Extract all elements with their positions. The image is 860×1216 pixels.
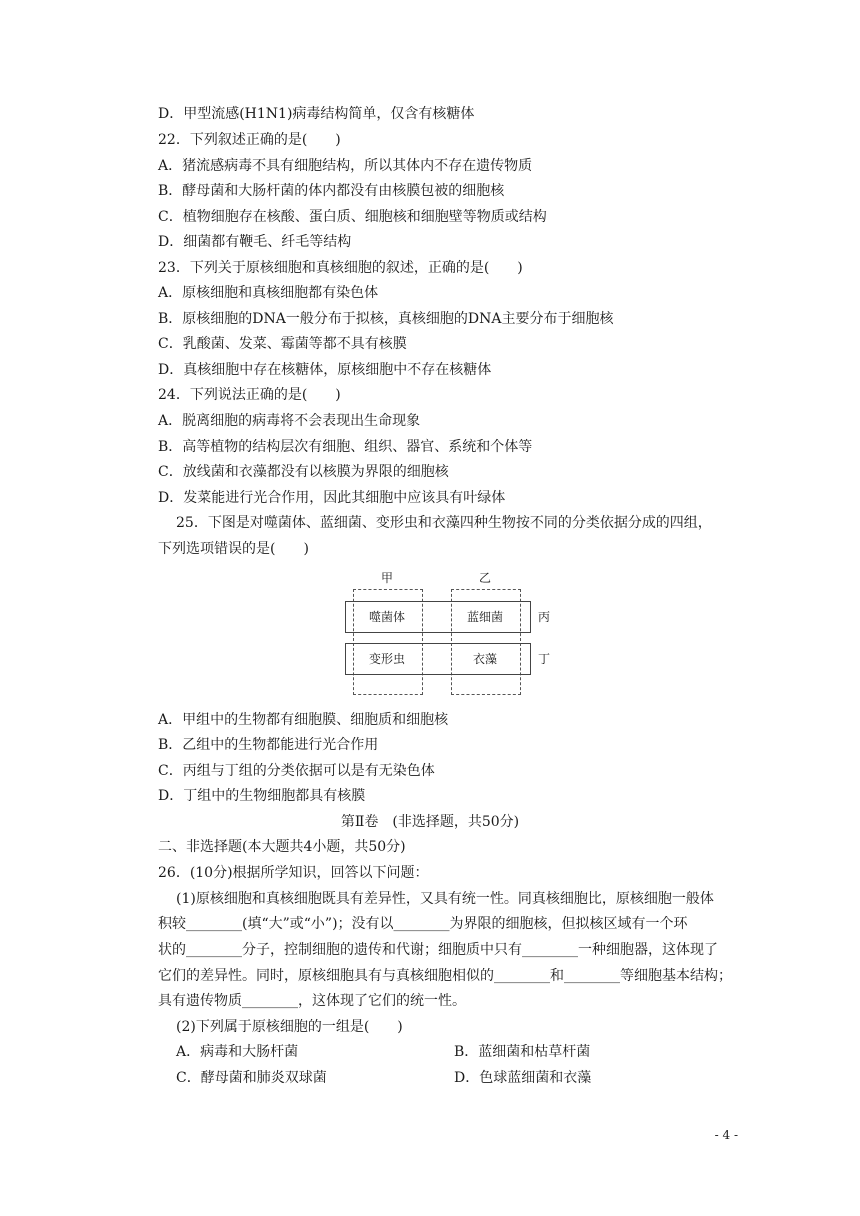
q21-option-d: D．甲型流感(H1N1)病毒结构简单，仅含有核糖体 (158, 106, 475, 122)
q24-option-d: D．发菜能进行光合作用，因此其细胞中应该具有叶绿体 (158, 490, 506, 506)
section-heading: 二、非选择题(本大题共4小题，共50分) (158, 839, 406, 855)
q24-stem: 24．下列说法正确的是( ) (158, 387, 341, 403)
q23-stem: 23．下列关于原核细胞和真核细胞的叙述，正确的是( ) (158, 260, 523, 276)
q26-part1-line5: 具有遗传物质________，这体现了它们的统一性。 (158, 993, 466, 1009)
q25-option-d: D．丁组中的生物细胞都具有核膜 (158, 788, 366, 804)
q25-option-b: B．乙组中的生物都能进行光合作用 (158, 737, 379, 753)
q22-stem: 22．下列叙述正确的是( ) (158, 132, 341, 148)
classification-diagram (338, 563, 560, 703)
q22-option-c: C．植物细胞存在核酸、蛋白质、细胞核和细胞壁等物质或结构 (158, 209, 547, 225)
cell-cyanobacteria: 蓝细菌 (466, 610, 503, 624)
q25-stem-cont: 下列选项错误的是( ) (158, 541, 309, 557)
label-yi: 乙 (479, 571, 492, 585)
q23-option-b: B．原核细胞的DNA一般分布于拟核，真核细胞的DNA主要分布于细胞核 (158, 311, 614, 327)
q23-option-a: A．原核细胞和真核细胞都有染色体 (158, 285, 379, 301)
q23-option-c: C．乳酸菌、发菜、霉菌等都不具有核膜 (158, 336, 407, 352)
page-number: - 4 - (714, 1128, 738, 1142)
q25-stem: 25．下图是对噬菌体、蓝细菌、变形虫和衣藻四种生物按不同的分类依据分成的四组， (176, 515, 712, 531)
q26-part1-line4: 它们的差异性。同时，原核细胞具有与真核细胞相似的________和________等细胞基本结构； (158, 968, 732, 984)
q26-part2-option-d: D．色球蓝细菌和衣藻 (454, 1070, 592, 1086)
q22-option-a: A．猪流感病毒不具有细胞结构，所以其体内不存在遗传物质 (158, 158, 533, 174)
q22-option-b: B．酵母菌和大肠杆菌的体内都没有由核膜包被的细胞核 (158, 183, 505, 199)
label-ding: 丁 (538, 652, 551, 666)
q24-option-a: A．脱离细胞的病毒将不会表现出生命现象 (158, 413, 421, 429)
cell-phage: 噬菌体 (368, 610, 405, 624)
q23-option-d: D．真核细胞中存在核糖体，原核细胞中不存在核糖体 (158, 362, 492, 378)
cell-amoeba: 变形虫 (368, 652, 405, 666)
q26-part1-line3: 状的________分子，控制细胞的遗传和代谢；细胞质中只有________一种细胞器，这体现了 (158, 942, 718, 958)
q25-option-a: A．甲组中的生物都有细胞膜、细胞质和细胞核 (158, 712, 449, 728)
label-bing: 丙 (538, 610, 551, 624)
section-title: 第Ⅱ卷 (非选择题，共50分) (340, 814, 520, 830)
q26-part2-option-c: C．酵母菌和肺炎双球菌 (176, 1070, 327, 1086)
q25-option-c: C．丙组与丁组的分类依据可以是有无染色体 (158, 763, 435, 779)
cell-chlamydomonas: 衣藻 (472, 652, 497, 666)
q22-option-d: D．细菌都有鞭毛、纤毛等结构 (158, 234, 352, 250)
q26-part2-option-b: B．蓝细菌和枯草杆菌 (454, 1044, 591, 1060)
q24-option-b: B．高等植物的结构层次有细胞、组织、器官、系统和个体等 (158, 439, 533, 455)
label-jia: 甲 (381, 571, 394, 585)
q26-part2-stem: (2)下列属于原核细胞的一组是( ) (176, 1019, 403, 1035)
q26-part1-line2: 积较________(填“大”或“小”)；没有以________为界限的细胞核，但拟核区域有一个环 (158, 916, 688, 932)
q26-stem: 26．(10分)根据所学知识，回答以下问题： (158, 865, 429, 881)
q26-part1-line1: (1)原核细胞和真核细胞既具有差异性，又具有统一性。同真核细胞比，原核细胞一般体 (176, 891, 714, 907)
q26-part2-option-a: A．病毒和大肠杆菌 (176, 1044, 299, 1060)
q24-option-c: C．放线菌和衣藻都没有以核膜为界限的细胞核 (158, 464, 449, 480)
